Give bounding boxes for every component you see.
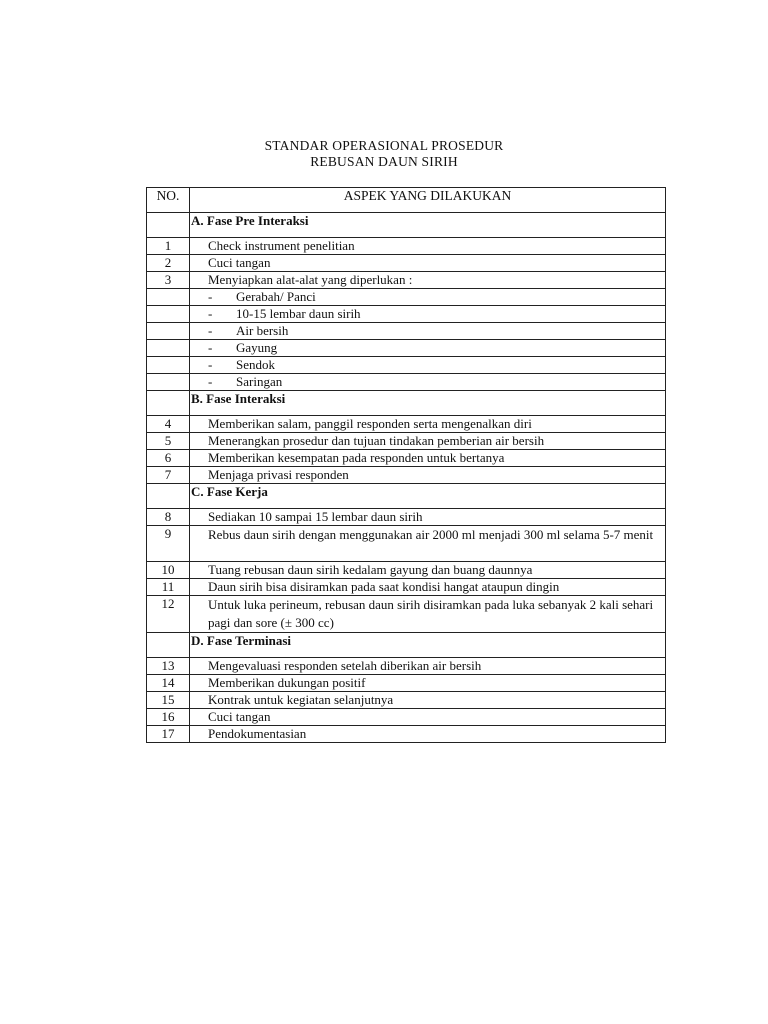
item-text: Cuci tangan xyxy=(190,709,666,726)
table-row xyxy=(147,692,666,709)
phase-label: C. Fase Kerja xyxy=(190,484,666,509)
item-number: 16 xyxy=(147,709,190,726)
item-number: 4 xyxy=(147,416,190,433)
item-text: Memberikan kesempatan pada responden untuk bertanya xyxy=(190,450,666,467)
item-text: Rebus daun sirih dengan menggunakan air 2000 ml menjadi 300 ml selama 5-7 menit xyxy=(190,526,666,562)
item-text: Menjaga privasi responden xyxy=(190,467,666,484)
table-row xyxy=(147,709,666,726)
header-no: NO. xyxy=(147,188,190,213)
item-text: Untuk luka perineum, rebusan daun sirih disiramkan pada luka sebanyak 2 kali sehari pagi dan sore (± 300 cc) xyxy=(190,596,666,633)
item-number: 8 xyxy=(147,509,190,526)
item-text: Cuci tangan xyxy=(190,255,666,272)
dash-marker: - xyxy=(208,289,213,304)
sub-item-text: Air bersih xyxy=(236,323,289,338)
item-text: Mengevaluasi responden setelah diberikan air bersih xyxy=(190,658,666,675)
item-text: Tuang rebusan daun sirih kedalam gayung dan buang daunnya xyxy=(190,562,666,579)
item-number: 5 xyxy=(147,433,190,450)
table-row xyxy=(147,596,666,633)
item-text: Check instrument penelitian xyxy=(190,238,666,255)
sub-item-row xyxy=(147,357,666,374)
item-text: Memberikan dukungan positif xyxy=(190,675,666,692)
table-row xyxy=(147,675,666,692)
item-text: Daun sirih bisa disiramkan pada saat kondisi hangat ataupun dingin xyxy=(190,579,666,596)
sub-item-text: Sendok xyxy=(236,357,275,372)
sub-item-row xyxy=(147,289,666,306)
item-text: Kontrak untuk kegiatan selanjutnya xyxy=(190,692,666,709)
phase-row xyxy=(147,484,666,509)
table-row xyxy=(147,562,666,579)
table-row xyxy=(147,255,666,272)
document-title xyxy=(0,138,768,170)
sub-item-text: Saringan xyxy=(236,374,283,389)
dash-marker: - xyxy=(208,374,213,389)
title-line-1: STANDAR OPERASIONAL PROSEDUR xyxy=(264,138,504,153)
sub-item-row xyxy=(147,374,666,391)
dash-marker: - xyxy=(208,306,213,321)
sub-item-row xyxy=(147,340,666,357)
table-row xyxy=(147,726,666,743)
sub-item-row xyxy=(147,323,666,340)
table-row xyxy=(147,272,666,289)
table-row xyxy=(147,526,666,562)
table-row xyxy=(147,509,666,526)
title-line-2: REBUSAN DAUN SIRIH xyxy=(310,154,458,169)
item-number: 13 xyxy=(147,658,190,675)
item-number: 3 xyxy=(147,272,190,289)
phase-label: D. Fase Terminasi xyxy=(190,633,666,658)
table-row xyxy=(147,433,666,450)
dash-marker: - xyxy=(208,340,213,355)
table-row xyxy=(147,467,666,484)
item-text: Pendokumentasian xyxy=(190,726,666,743)
item-text: Memberikan salam, panggil responden serta mengenalkan diri xyxy=(190,416,666,433)
item-number: 12 xyxy=(147,596,190,633)
sub-item-text: 10-15 lembar daun sirih xyxy=(236,306,361,321)
item-text: Menerangkan prosedur dan tujuan tindakan pemberian air bersih xyxy=(190,433,666,450)
sub-item-text: Gerabah/ Panci xyxy=(236,289,316,304)
table-row xyxy=(147,416,666,433)
table-row xyxy=(147,450,666,467)
item-number: 7 xyxy=(147,467,190,484)
item-number: 11 xyxy=(147,579,190,596)
item-number: 10 xyxy=(147,562,190,579)
sub-item-row xyxy=(147,306,666,323)
dash-marker: - xyxy=(208,357,213,372)
table-row xyxy=(147,658,666,675)
phase-label: B. Fase Interaksi xyxy=(190,391,666,416)
phase-row xyxy=(147,633,666,658)
table-header-row xyxy=(147,188,666,213)
item-number: 9 xyxy=(147,526,190,562)
item-text: Menyiapkan alat-alat yang diperlukan : xyxy=(190,272,666,289)
phase-row xyxy=(147,213,666,238)
table-row xyxy=(147,238,666,255)
sub-item-text: Gayung xyxy=(236,340,278,355)
item-number: 15 xyxy=(147,692,190,709)
phase-row xyxy=(147,391,666,416)
item-text: Sediakan 10 sampai 15 lembar daun sirih xyxy=(190,509,666,526)
phase-label: A. Fase Pre Interaksi xyxy=(190,213,666,238)
item-number: 17 xyxy=(147,726,190,743)
item-number: 1 xyxy=(147,238,190,255)
sop-table xyxy=(146,187,666,743)
item-number: 2 xyxy=(147,255,190,272)
item-number: 6 xyxy=(147,450,190,467)
table-row xyxy=(147,579,666,596)
dash-marker: - xyxy=(208,323,213,338)
item-number: 14 xyxy=(147,675,190,692)
header-aspek: ASPEK YANG DILAKUKAN xyxy=(190,188,666,213)
